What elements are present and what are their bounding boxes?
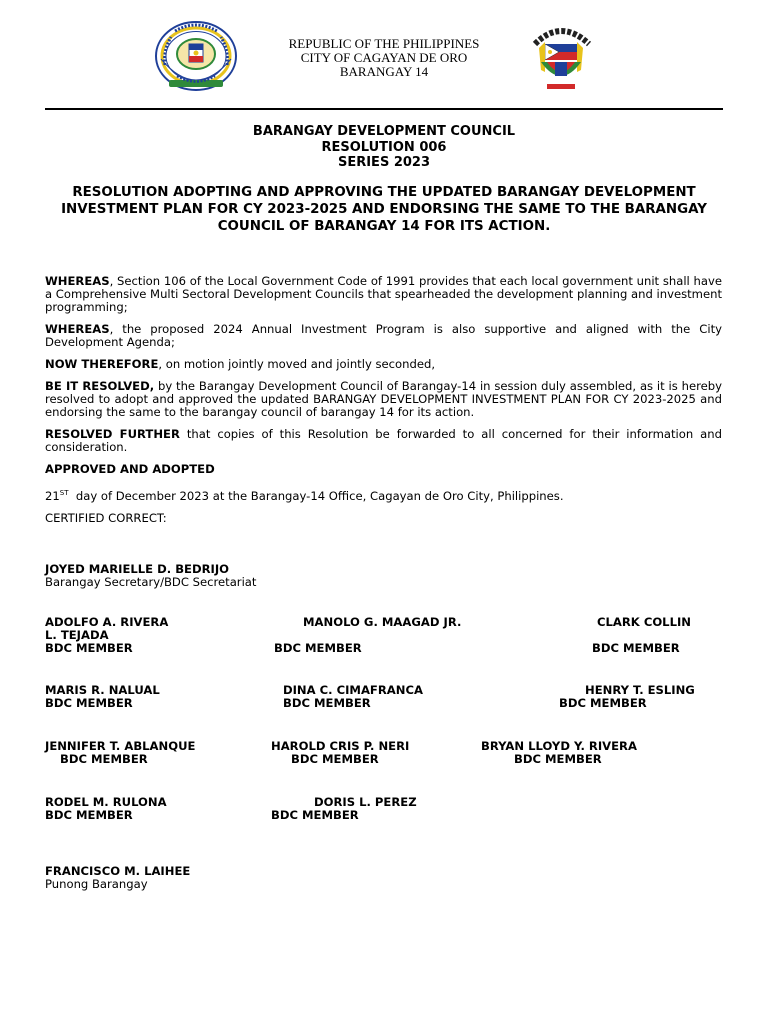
resolution-body xyxy=(45,275,722,533)
whereas-paragraph-2 xyxy=(45,323,722,349)
header-line-city: CITY OF CAGAYAN DE ORO xyxy=(300,50,468,65)
city-seal-logo xyxy=(153,21,239,93)
date-day: 21 xyxy=(45,488,60,503)
header-line-republic: REPUBLIC OF THE PHILIPPINES xyxy=(288,36,480,51)
resolved-further-label: RESOLVED FURTHER xyxy=(45,426,180,441)
signatory-name: BRYAN LLOYD Y. RIVERA xyxy=(481,739,637,753)
secretary-title: Barangay Secretary/BDC Secretariat xyxy=(45,575,257,590)
whereas-paragraph-1 xyxy=(45,275,722,315)
signatory-name: DORIS L. PEREZ xyxy=(314,795,417,809)
signatory-name: ADOLFO A. RIVERA xyxy=(45,615,169,629)
signatory-role: BDC MEMBER xyxy=(291,752,379,766)
signatory-name: HAROLD CRIS P. NERI xyxy=(271,739,410,753)
resolved-further-text: that copies of this Resolution be forwarded to all concerned for their information and consideration. xyxy=(45,426,722,455)
signatory-role: BDC MEMBER xyxy=(514,752,602,766)
whereas-label: WHEREAS xyxy=(45,274,110,288)
date-text: day of December 2023 at the Barangay-14 Office, Cagayan de Oro City, Philippines. xyxy=(68,488,564,503)
signatory-role: BDC MEMBER xyxy=(45,808,133,823)
date-line xyxy=(45,490,722,503)
signatory-role-block xyxy=(271,809,359,822)
signatory-name-wrap: L. TEJADA xyxy=(45,628,109,643)
signatory-role: BDC MEMBER xyxy=(271,808,359,822)
signatory-role: BDC MEMBER xyxy=(592,641,680,655)
signatory-name: JENNIFER T. ABLANQUE xyxy=(45,739,196,753)
now-therefore-paragraph xyxy=(45,358,722,371)
header-line-barangay: BARANGAY 14 xyxy=(339,64,429,79)
signatory-role-block xyxy=(291,753,379,766)
secretary-signature xyxy=(45,563,256,589)
signatory-role: BDC MEMBER xyxy=(283,696,371,711)
signatory-role-block xyxy=(60,753,148,766)
date-suffix: ST xyxy=(59,488,69,497)
approved-heading: APPROVED AND ADOPTED xyxy=(45,461,215,476)
now-therefore-label: NOW THEREFORE xyxy=(45,357,159,372)
signatory-role: BDC MEMBER xyxy=(45,641,133,656)
signatory-block xyxy=(597,616,691,629)
council-heading xyxy=(0,124,768,171)
signatory-block xyxy=(45,796,167,822)
now-therefore-text: , on motion jointly moved and jointly seconded, xyxy=(158,357,436,372)
signatory-name: MANOLO G. MAAGAD JR. xyxy=(303,615,462,629)
punong-title: Punong Barangay xyxy=(45,877,148,892)
signatory-role: BDC MEMBER xyxy=(559,696,647,710)
signatory-role-block xyxy=(592,642,680,655)
header-divider xyxy=(45,108,723,110)
council-name: BARANGAY DEVELOPMENT COUNCIL xyxy=(252,124,516,139)
signatory-name: HENRY T. ESLING xyxy=(585,683,695,697)
punong-barangay-signature xyxy=(45,865,190,891)
secretary-name: JOYED MARIELLE D. BEDRIJO xyxy=(45,562,229,576)
signatory-name: MARIS R. NALUAL xyxy=(45,683,160,697)
resolution-title: RESOLUTION ADOPTING AND APPROVING THE UPDATED BARANGAY DEVELOPMENT INVESTMENT PLAN FOR CY 2023-2025 AND ENDORSING THE SAME TO THE BARANGAY COUNCIL OF BARANGAY 14 FOR ITS ACTION. xyxy=(61,185,707,234)
resolved-further-paragraph xyxy=(45,428,722,454)
signatory-role: BDC MEMBER xyxy=(274,641,362,655)
be-it-resolved-paragraph xyxy=(45,380,722,420)
header-block xyxy=(250,37,518,79)
signatory-name: RODEL M. RULONA xyxy=(45,795,167,809)
whereas-text: , the proposed 2024 Annual Investment Program is also supportive and aligned with the City Development Agenda; xyxy=(45,322,722,350)
signatory-role-block xyxy=(559,697,647,710)
resolution-number: RESOLUTION 006 xyxy=(321,139,447,155)
signatory-block xyxy=(45,684,160,710)
whereas-label: WHEREAS xyxy=(45,322,110,337)
signatory-name: DINA C. CIMAFRANCA xyxy=(283,683,423,697)
be-it-resolved-label: BE IT RESOLVED, xyxy=(45,378,155,393)
signatory-block xyxy=(283,684,423,710)
punong-name: FRANCISCO M. LAIHEE xyxy=(45,864,191,878)
resolution-series: SERIES 2023 xyxy=(337,155,431,170)
signatory-role: BDC MEMBER xyxy=(45,696,133,711)
signatory-role-block xyxy=(514,753,602,766)
be-it-resolved-text: by the Barangay Development Council of Barangay-14 in session duly assembled, as it is hereby resolved to adopt and approved the updated BARANGAY DEVELOPMENT INVESTMENT PLAN FOR CY 2023-2025 and endorsing the same to the barangay council of barangay 14 for its action. xyxy=(45,378,722,420)
signatory-role-block xyxy=(274,642,362,655)
signatory-block xyxy=(45,616,168,656)
signatory-role: BDC MEMBER xyxy=(60,752,148,766)
signatory-name: CLARK COLLIN xyxy=(597,615,691,629)
certified-correct: CERTIFIED CORRECT: xyxy=(45,510,167,525)
barangay-seal-logo xyxy=(527,22,595,96)
signatory-block xyxy=(303,616,461,629)
whereas-text: , Section 106 of the Local Government Code of 1991 provides that each local government unit shall have a Comprehensive Multi Sectoral Development Councils that spearheaded the development planning and investment programming; xyxy=(45,274,722,315)
